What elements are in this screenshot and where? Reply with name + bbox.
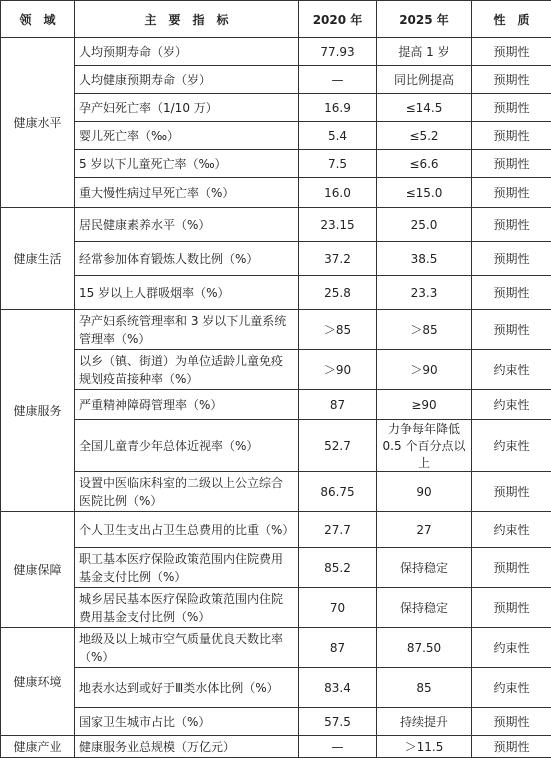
nature-cell: 预期性 xyxy=(472,150,551,178)
table-body xyxy=(1,38,551,758)
indicator-cell: 重大慢性病过早死亡率（%） xyxy=(75,178,299,208)
table-row xyxy=(1,628,551,668)
table-row xyxy=(1,512,551,548)
value-2020-cell: ＞85 xyxy=(299,310,377,350)
header-row xyxy=(1,1,551,38)
value-2020-cell: 7.5 xyxy=(299,150,377,178)
indicator-cell: 5 岁以下儿童死亡率（‰） xyxy=(75,150,299,178)
value-2020-cell: 77.93 xyxy=(299,38,377,66)
value-2020-cell: 16.0 xyxy=(299,178,377,208)
value-2020-cell: 87 xyxy=(299,628,377,668)
indicator-cell: 城乡居民基本医疗保险政策范围内住院费用基金支付比例（%） xyxy=(75,588,299,628)
indicator-cell: 孕产妇死亡率（1/10 万） xyxy=(75,94,299,122)
nature-cell: 约束性 xyxy=(472,420,551,472)
table-row xyxy=(1,66,551,94)
nature-cell: 预期性 xyxy=(472,94,551,122)
table-row xyxy=(1,350,551,390)
value-2020-cell: 70 xyxy=(299,588,377,628)
value-2025-cell: 23.3 xyxy=(377,276,472,310)
nature-cell: 预期性 xyxy=(472,242,551,276)
nature-cell: 预期性 xyxy=(472,588,551,628)
nature-cell: 预期性 xyxy=(472,736,551,758)
nature-cell: 预期性 xyxy=(472,178,551,208)
header-domain: 领 域 xyxy=(1,1,75,38)
indicator-cell: 健康服务业总规模（万亿元） xyxy=(75,736,299,758)
indicator-cell: 居民健康素养水平（%） xyxy=(75,208,299,242)
value-2020-cell: 25.8 xyxy=(299,276,377,310)
indicator-cell: 人均健康预期寿命（岁） xyxy=(75,66,299,94)
value-2025-cell: 保持稳定 xyxy=(377,548,472,588)
table-row xyxy=(1,276,551,310)
header-indicator: 主 要 指 标 xyxy=(75,1,299,38)
domain-cell: 健康环境 xyxy=(1,628,75,736)
value-2020-cell: — xyxy=(299,736,377,758)
table-row xyxy=(1,94,551,122)
indicator-cell: 15 岁以上人群吸烟率（%） xyxy=(75,276,299,310)
nature-cell: 约束性 xyxy=(472,390,551,420)
indicator-cell: 地级及以上城市空气质量优良天数比率（%） xyxy=(75,628,299,668)
value-2025-cell: 27 xyxy=(377,512,472,548)
header-nature: 性 质 xyxy=(472,1,551,38)
nature-cell: 约束性 xyxy=(472,512,551,548)
value-2020-cell: 52.7 xyxy=(299,420,377,472)
value-2020-cell: 57.5 xyxy=(299,708,377,736)
table-row xyxy=(1,736,551,758)
value-2020-cell: 87 xyxy=(299,390,377,420)
nature-cell: 预期性 xyxy=(472,38,551,66)
table-row xyxy=(1,420,551,472)
value-2025-cell: 保持稳定 xyxy=(377,588,472,628)
table-row xyxy=(1,390,551,420)
value-2025-cell: 85 xyxy=(377,668,472,708)
table-row xyxy=(1,708,551,736)
indicator-cell: 地表水达到或好于Ⅲ类水体比例（%） xyxy=(75,668,299,708)
nature-cell: 预期性 xyxy=(472,276,551,310)
table-row xyxy=(1,208,551,242)
value-2020-cell: 86.75 xyxy=(299,472,377,512)
value-2025-cell: ≤15.0 xyxy=(377,178,472,208)
indicator-cell: 设置中医临床科室的二级以上公立综合医院比例（%） xyxy=(75,472,299,512)
value-2020-cell: ＞90 xyxy=(299,350,377,390)
table-row xyxy=(1,38,551,66)
value-2025-cell: ≤5.2 xyxy=(377,122,472,150)
nature-cell: 预期性 xyxy=(472,708,551,736)
indicator-cell: 职工基本医疗保险政策范围内住院费用基金支付比例（%） xyxy=(75,548,299,588)
value-2020-cell: 27.7 xyxy=(299,512,377,548)
nature-cell: 预期性 xyxy=(472,66,551,94)
domain-cell: 健康产业 xyxy=(1,736,75,758)
nature-cell: 约束性 xyxy=(472,350,551,390)
table-row xyxy=(1,588,551,628)
nature-cell: 约束性 xyxy=(472,628,551,668)
table-row xyxy=(1,668,551,708)
value-2025-cell: 提高 1 岁 xyxy=(377,38,472,66)
value-2025-cell: ≤6.6 xyxy=(377,150,472,178)
value-2020-cell: — xyxy=(299,66,377,94)
header-2020: 2020 年 xyxy=(299,1,377,38)
value-2025-cell: 同比例提高 xyxy=(377,66,472,94)
value-2025-cell: ≥90 xyxy=(377,390,472,420)
nature-cell: 预期性 xyxy=(472,472,551,512)
value-2025-cell: ≤14.5 xyxy=(377,94,472,122)
domain-cell: 健康水平 xyxy=(1,38,75,208)
value-2020-cell: 37.2 xyxy=(299,242,377,276)
table-row xyxy=(1,122,551,150)
value-2025-cell: 87.50 xyxy=(377,628,472,668)
table-row xyxy=(1,472,551,512)
value-2020-cell: 5.4 xyxy=(299,122,377,150)
indicator-cell: 孕产妇系统管理率和 3 岁以下儿童系统管理率（%） xyxy=(75,310,299,350)
table-row xyxy=(1,242,551,276)
value-2020-cell: 16.9 xyxy=(299,94,377,122)
nature-cell: 预期性 xyxy=(472,122,551,150)
indicator-cell: 全国儿童青少年总体近视率（%） xyxy=(75,420,299,472)
value-2025-cell: ＞85 xyxy=(377,310,472,350)
value-2025-cell: ＞11.5 xyxy=(377,736,472,758)
indicator-cell: 个人卫生支出占卫生总费用的比重（%） xyxy=(75,512,299,548)
value-2020-cell: 83.4 xyxy=(299,668,377,708)
indicator-cell: 人均预期寿命（岁） xyxy=(75,38,299,66)
domain-cell: 健康保障 xyxy=(1,512,75,628)
indicator-cell: 以乡（镇、街道）为单位适龄儿童免疫规划疫苗接种率（%） xyxy=(75,350,299,390)
header-2025: 2025 年 xyxy=(377,1,472,38)
value-2020-cell: 23.15 xyxy=(299,208,377,242)
table-row xyxy=(1,150,551,178)
indicator-cell: 经常参加体育锻炼人数比例（%） xyxy=(75,242,299,276)
indicator-cell: 严重精神障碍管理率（%） xyxy=(75,390,299,420)
table-row xyxy=(1,178,551,208)
value-2020-cell: 85.2 xyxy=(299,548,377,588)
domain-cell: 健康服务 xyxy=(1,310,75,512)
table-row xyxy=(1,310,551,350)
table-row xyxy=(1,548,551,588)
nature-cell: 预期性 xyxy=(472,208,551,242)
value-2025-cell: 持续提升 xyxy=(377,708,472,736)
nature-cell: 预期性 xyxy=(472,310,551,350)
nature-cell: 约束性 xyxy=(472,668,551,708)
indicator-cell: 国家卫生城市占比（%） xyxy=(75,708,299,736)
value-2025-cell: 力争每年降低 0.5 个百分点以上 xyxy=(377,420,472,472)
value-2025-cell: 38.5 xyxy=(377,242,472,276)
indicator-cell: 婴儿死亡率（‰） xyxy=(75,122,299,150)
domain-cell: 健康生活 xyxy=(1,208,75,310)
value-2025-cell: ＞90 xyxy=(377,350,472,390)
nature-cell: 预期性 xyxy=(472,548,551,588)
value-2025-cell: 90 xyxy=(377,472,472,512)
value-2025-cell: 25.0 xyxy=(377,208,472,242)
